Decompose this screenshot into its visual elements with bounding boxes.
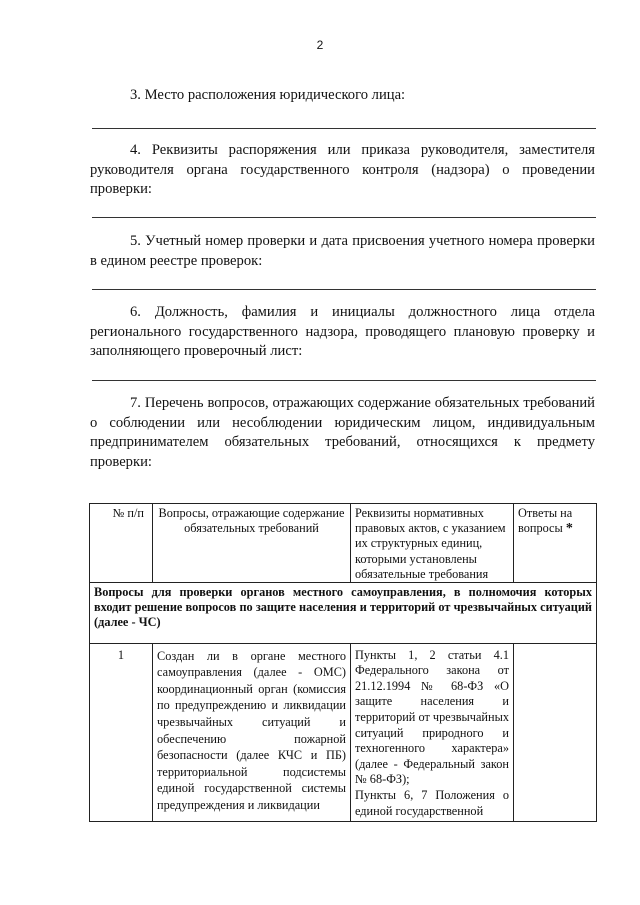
fill-line-registration-number[interactable] [92,289,596,290]
paragraph-order-requisites: 4. Реквизиты распоряжения или приказа руководителя, заместителя руководителя органа государственного контроля (надзора) о проведении проверки: [90,142,595,198]
header-answers-text: Ответы на вопросы [518,506,573,536]
paragraph-location: 3. Место расположения юридического лица: [130,87,406,103]
paragraph-registration-number: 5. Учетный номер проверки и дата присвоения учетного номера проверки в едином реестре проверок: [90,233,595,269]
table-header-row [90,504,597,583]
row-requisites-part-1: Пункты 1, 2 статьи 4.1 Федерального закона от 21.12.1994 № 68-ФЗ «О защите населения и территорий от чрезвычайных ситуаций природного и техногенного характера» (далее - Федеральный закон № 68-ФЗ); [355,647,509,787]
page-number: 2 [316,38,324,52]
header-answers [514,504,597,583]
header-number-text: № п/п [112,506,144,520]
header-questions-text: Вопросы, отражающие содержание обязательных требований [158,506,345,536]
row-requisites-part-2: Пункты 6, 7 Положения о единой государственной [355,787,509,818]
paragraph-question-list: 7. Перечень вопросов, отражающих содержание обязательных требований о соблюдении или несоблюдении юридическим лицом, индивидуальным предпринимателем обязательных требований, относящихся к предмету проверки: [90,395,595,470]
row-answer-cell[interactable] [514,643,597,822]
header-requisites [351,504,514,583]
section-title: Вопросы для проверки органов местного самоуправления, в полномочия которых входит решение вопросов по защите населения и территорий от чрезвычайных ситуаций (далее - ЧС) [90,583,597,644]
header-questions [153,504,351,583]
fill-line-inspector[interactable] [92,380,596,381]
fill-line-location[interactable] [92,128,596,129]
fill-line-order-requisites[interactable] [92,217,596,218]
table-row [90,643,597,822]
header-number [90,504,153,583]
paragraph-inspector: 6. Должность, фамилия и инициалы должностного лица отдела регионального государственного надзора, проводящего плановую проверку и заполняющего проверочный лист: [90,304,595,360]
table-section-row [90,583,597,644]
checklist-table [89,503,597,822]
row-number: 1 [90,643,153,822]
asterisk-footnote-mark: * [565,521,573,537]
header-requisites-text: Реквизиты нормативных правовых актов, с указанием их структурных единиц, которыми установлены обязательные требования [355,506,506,581]
row-requisites [351,643,514,822]
row-question: Создан ли в органе местного самоуправления (далее - ОМС) координационный орган (комиссия по предупреждению и ликвидации чрезвычайных ситуаций и обеспечению пожарной безопасности (далее КЧС и ПБ) территориальной подсистемы единой государственной системы предупреждения и ликвидации [153,643,351,822]
